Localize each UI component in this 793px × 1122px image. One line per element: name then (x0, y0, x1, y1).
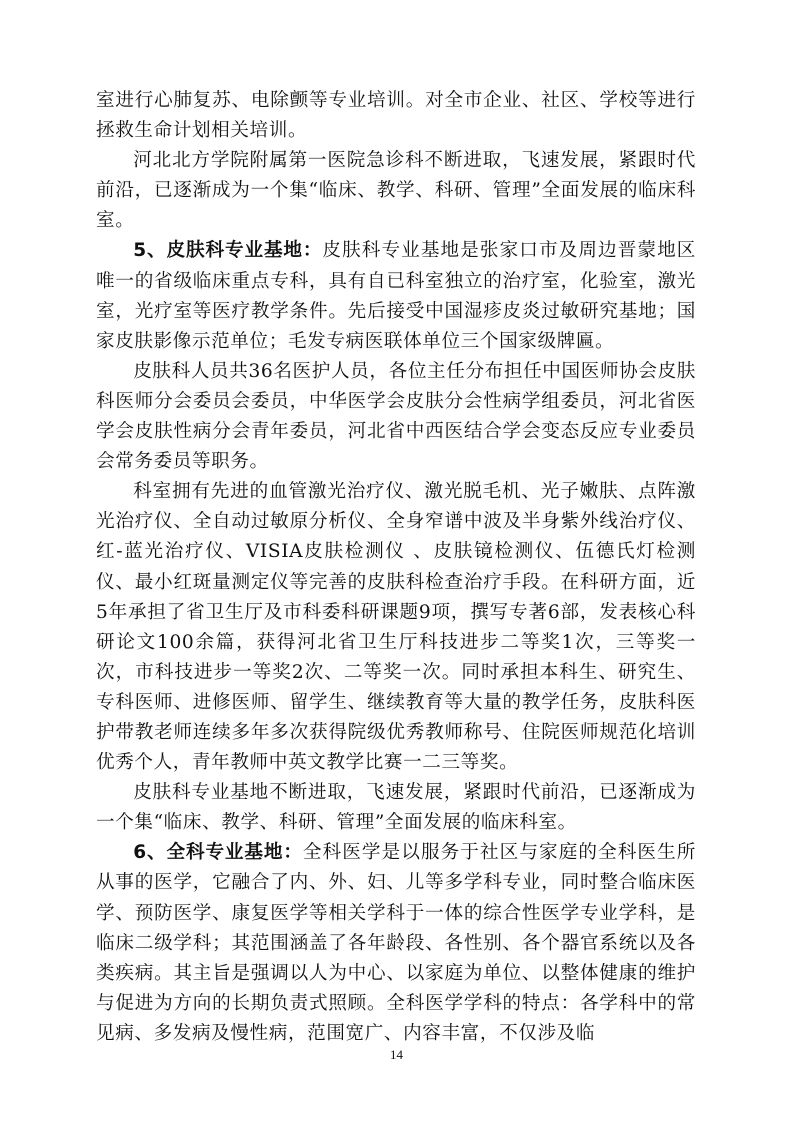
paragraph-text: 皮肤科专业基地是张家口市及周边晋蒙地区唯一的省级临床重点专科，具有自已科室独立的治疗室，化验室，激光室，光疗室等医疗教学条件。先后接受中国湿疹皮炎过敏研究基地；国家皮肤影像示范单位；毛发专病医联体单位三个国家级牌匾。 (96, 240, 696, 352)
paragraph-6 (96, 778, 696, 838)
paragraph-7 (96, 838, 696, 1049)
paragraph-text: 皮肤科人员共36名医护人员，各位主任分布担任中国医师协会皮肤科医师分会委员会委员，中华医学会皮肤分会性病学组委员，河北省医学会皮肤性病分会青年委员，河北省中西医结合学会变态反应专业委员会常务委员等职务。 (96, 360, 696, 473)
paragraph-text: 科室拥有先进的血管激光治疗仪、激光脱毛机、光子嫩肤、点阵激光治疗仪、全自动过敏原分析仪、全身窄谱中波及半身紫外线治疗仪、红-蓝光治疗仪、VISIA皮肤检测仪 、皮肤镜检测仪、伍德氏灯检测仪、最小红斑量测定仪等完善的皮肤科检查治疗手段。在科研方面，近5年承担了省卫生厅及市科委科研课题9项，撰写专著6部，发表核心科研论文100余篇，获得河北省卫生厅科技进步二等奖1次，三等奖一次，市科技进步一等奖2次、二等奖一次。同时承担本科生、研究生、专科医师、进修医师、留学生、继续教育等大量的教学任务，皮肤科医护带教老师连续多年多次获得院级优秀教师称号、住院医师规范化培训优秀个人，青年教师中英文教学比赛一二三等奖。 (96, 481, 696, 774)
paragraph-4 (96, 357, 696, 477)
section-heading-general-practice: 6、全科专业基地： (133, 842, 303, 864)
paragraph-1 (96, 86, 696, 146)
section-heading-dermatology: 5、皮肤科专业基地： (133, 240, 323, 262)
document-body (96, 86, 696, 1049)
paragraph-5 (96, 477, 696, 778)
paragraph-2 (96, 146, 696, 236)
page-number: 14 (390, 1047, 403, 1062)
paragraph-text: 全科医学是以服务于社区与家庭的全科医生所从事的医学，它融合了内、外、妇、儿等多学科专业，同时整合临床医学、预防医学、康复医学等相关学科于一体的综合性医学专业学科，是临床二级学科；其范围涵盖了各年龄段、各性别、各个器官系统以及各类疾病。其主旨是强调以人为中心、以家庭为单位、以整体健康的维护与促进为方向的长期负责式照顾。全科医学学科的特点：各学科中的常见病、多发病及慢性病，范围宽广、内容丰富，不仅涉及临 (96, 842, 696, 1044)
paragraph-3 (96, 236, 696, 356)
paragraph-text: 室进行心肺复苏、电除颤等专业培训。对全市企业、社区、学校等进行拯救生命计划相关培训。 (96, 90, 696, 142)
paragraph-text: 皮肤科专业基地不断进取，飞速发展，紧跟时代前沿，已逐渐成为一个集“临床、教学、科研、管理”全面发展的临床科室。 (96, 782, 696, 834)
paragraph-text: 河北北方学院附属第一医院急诊科不断进取，飞速发展，紧跟时代前沿，已逐渐成为一个集“临床、教学、科研、管理”全面发展的临床科室。 (96, 150, 696, 232)
